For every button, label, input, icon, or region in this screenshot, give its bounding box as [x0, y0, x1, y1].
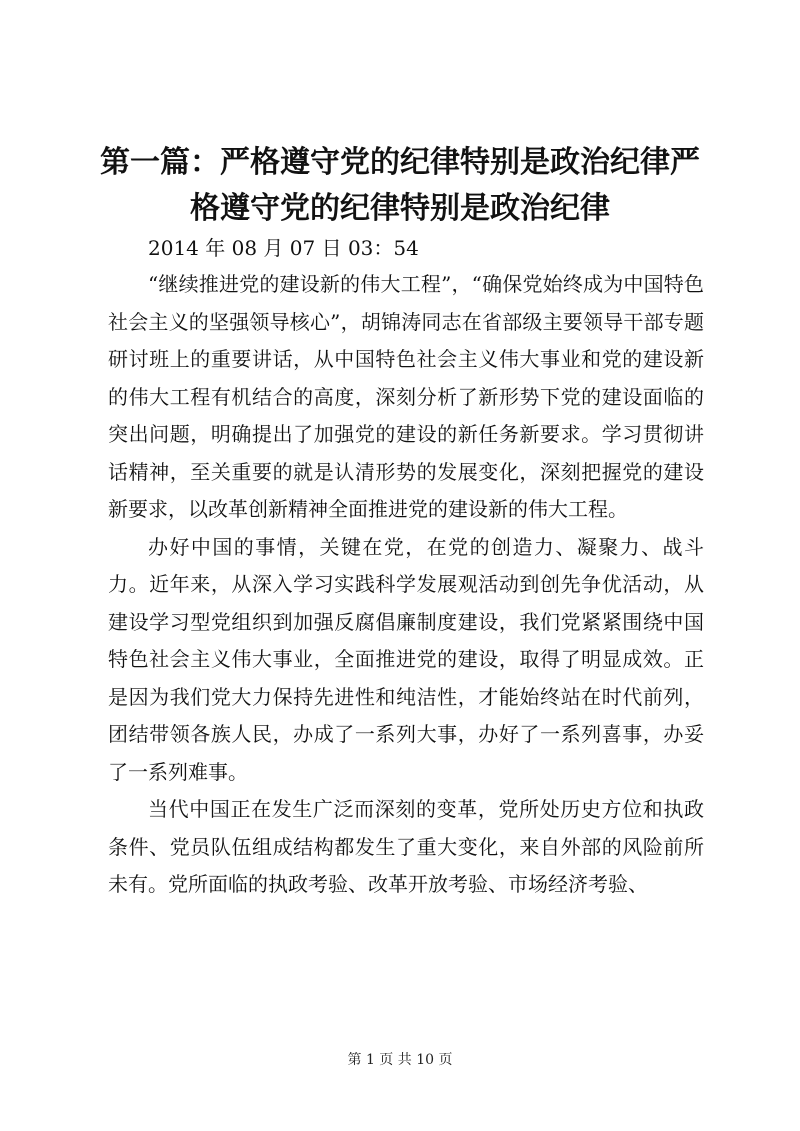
- publish-date: 2014 年 08 月 07 日 03：54: [148, 236, 419, 260]
- paragraph-1: “继续推进党的建设新的伟大工程”，“确保党始终成为中国特色社会主义的坚强领导核心”，胡锦涛同志在省部级主要领导干部专题研讨班上的重要讲话，从中国特色社会主义伟大事业和党的建设新的伟大工程有机结合的高度，深刻分析了新形势下党的建设面临的突出问题，明确提出了加强党的建设的新任务新要求。学习贯彻讲话精神，至关重要的就是认清形势的发展变化，深刻把握党的建设新要求，以改革创新精神全面推进党的建设新的伟大工程。: [108, 272, 704, 521]
- document-body: [108, 266, 704, 904]
- document-title: 第一篇：严格遵守党的纪律特别是政治纪律严格遵守党的纪律特别是政治纪律: [100, 145, 700, 226]
- paragraph-2: 办好中国的事情，关键在党，在党的创造力、凝聚力、战斗力。近年来，从深入学习实践科学发展观活动到创先争优活动，从建设学习型党组织到加强反腐倡廉制度建设，我们党紧紧围绕中国特色社会主义伟大事业，全面推进党的建设，取得了明显成效。正是因为我们党大力保持先进性和纯洁性，才能始终站在时代前列，团结带领各族人民，办成了一系列大事，办好了一系列喜事，办妥了一系列难事。: [108, 534, 704, 784]
- paragraph-3: 当代中国正在发生广泛而深刻的变革，党所处历史方位和执政条件、党员队伍组成结构都发生了重大变化，来自外部的风险前所未有。党所面临的执政考验、改革开放考验、市场经济考验、: [108, 797, 704, 896]
- page-footer: 第 1 页 共 10 页: [347, 1052, 453, 1068]
